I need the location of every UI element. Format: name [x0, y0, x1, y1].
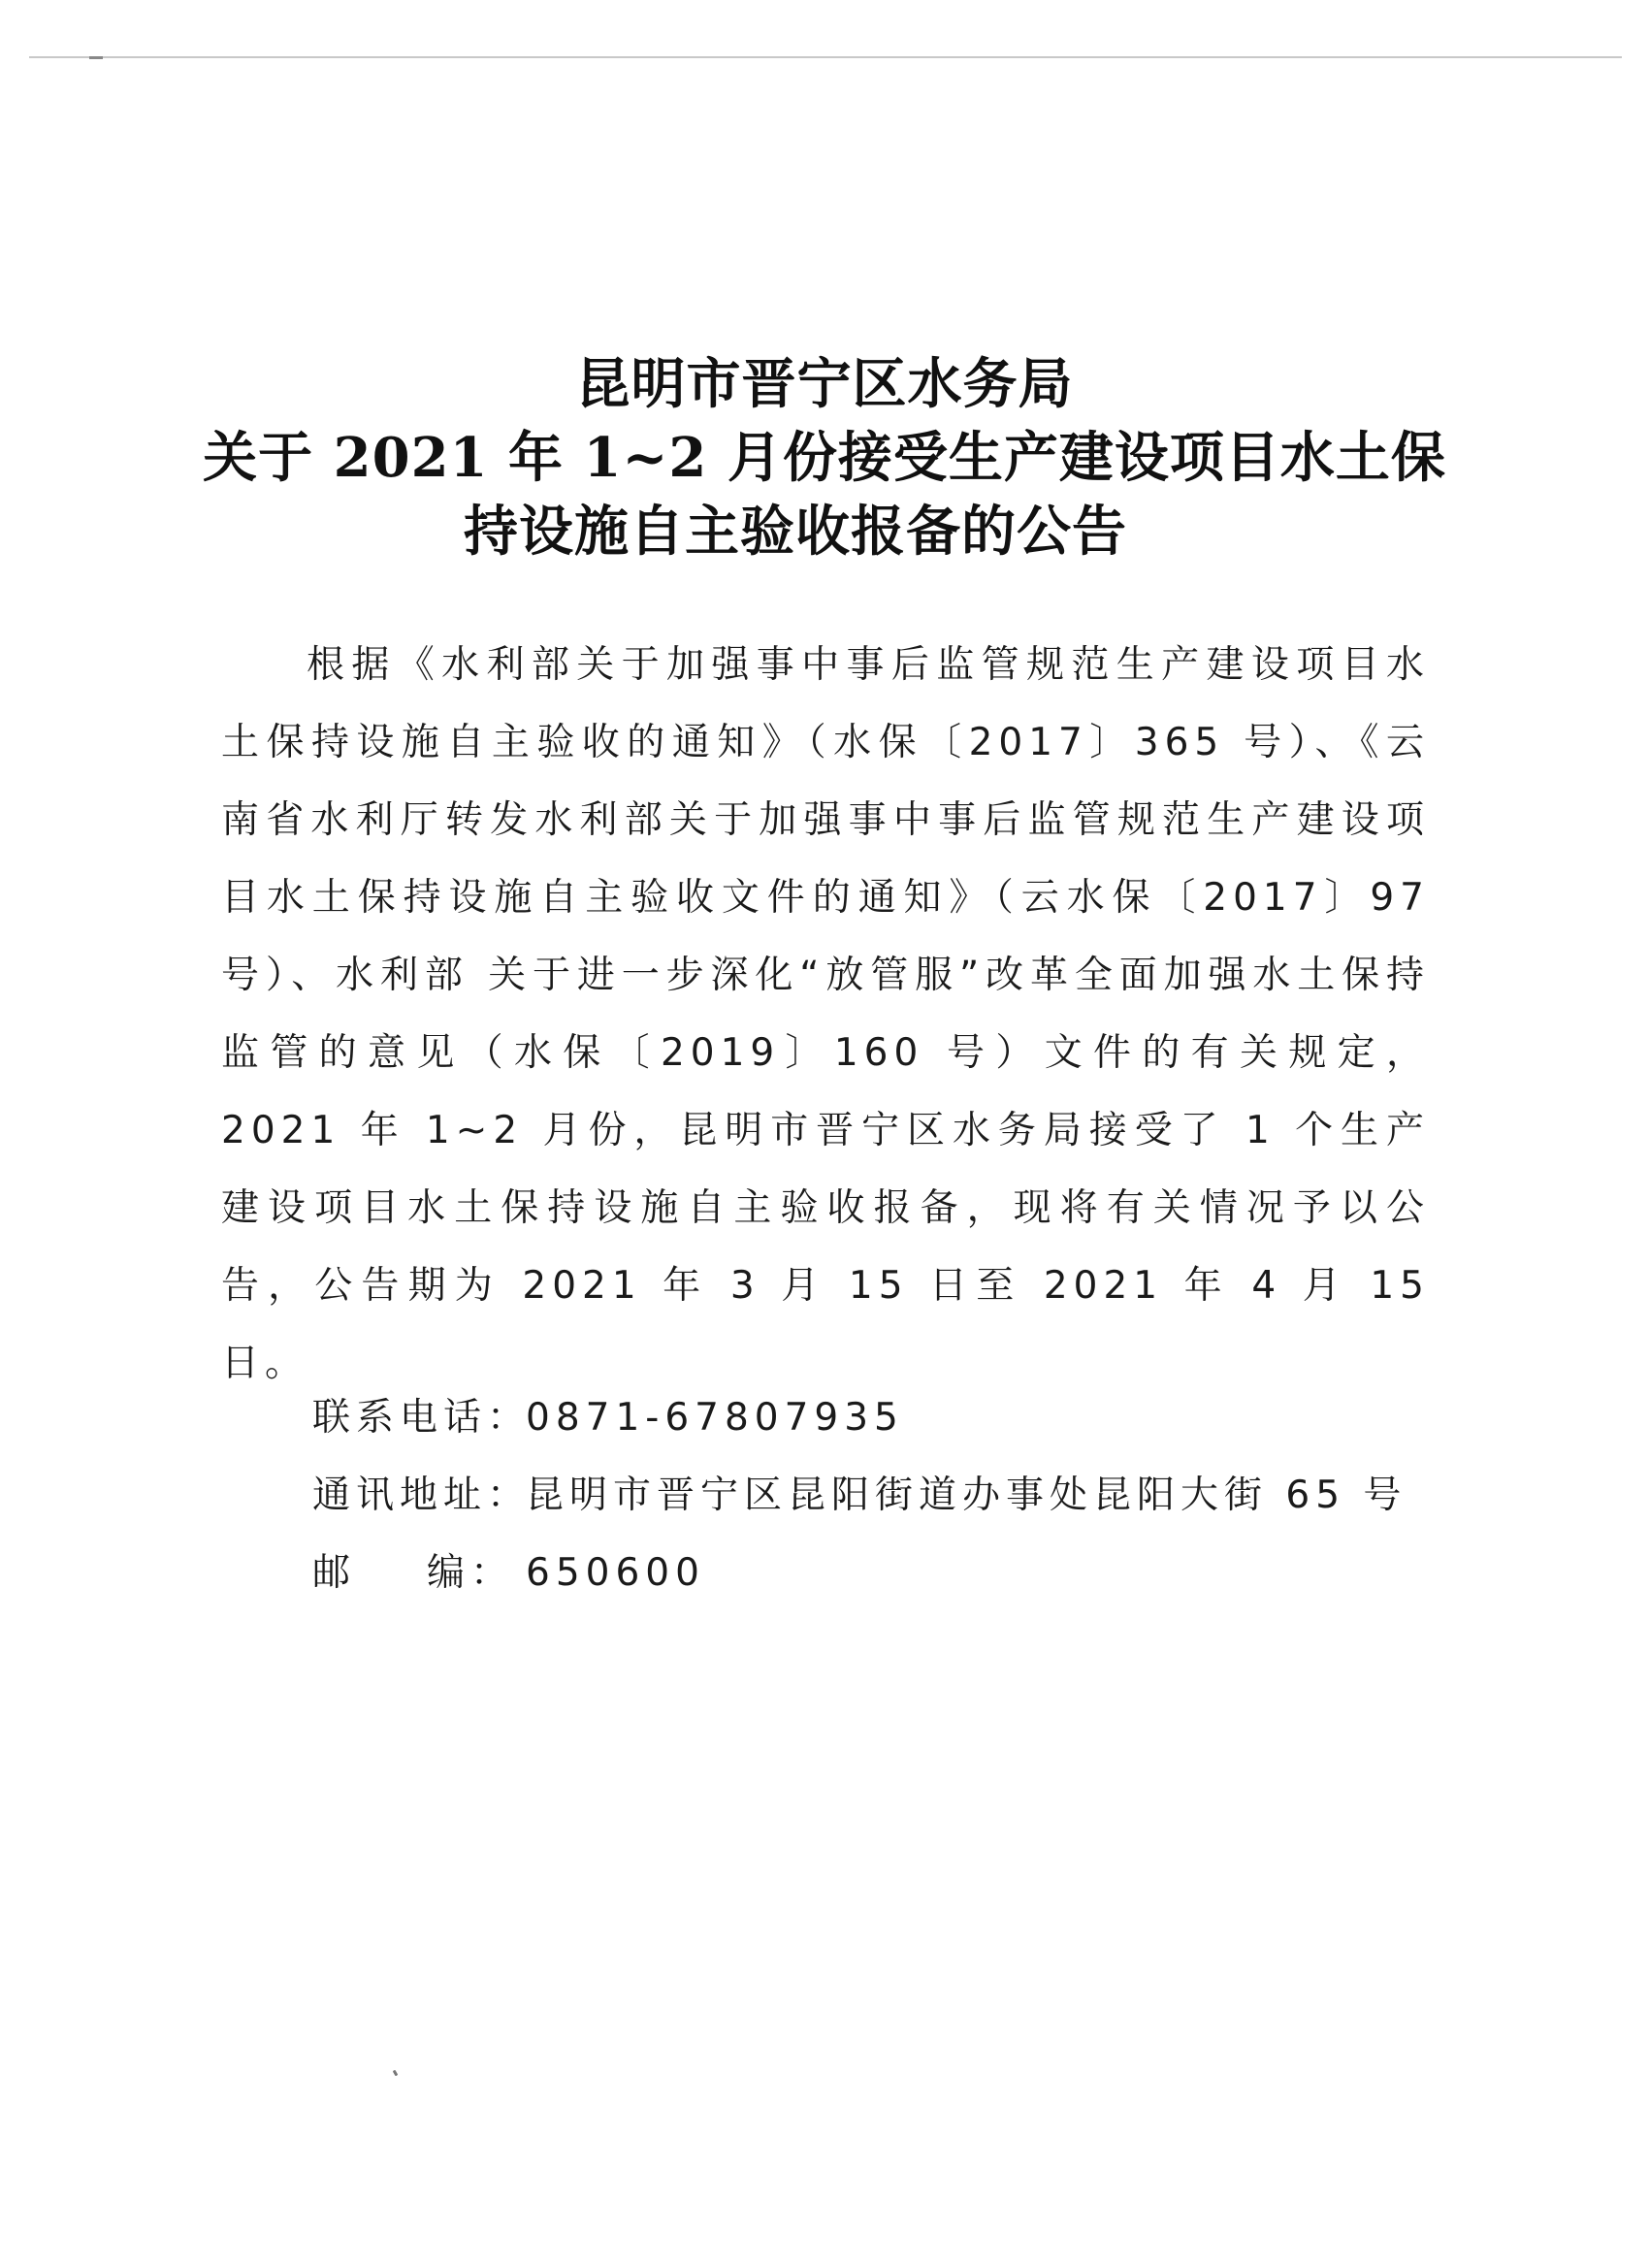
- postcode-label-part-2: 编：: [426, 1551, 514, 1595]
- address-label: 通讯地址：: [312, 1474, 532, 1517]
- contact-postcode-row: [312, 1535, 1406, 1612]
- address-value: 昆明市晋宁区昆阳街道办事处昆阳大街 65 号: [526, 1474, 1407, 1517]
- phone-value: 0871-67807935: [526, 1396, 904, 1440]
- title-issuer: 昆明市晋宁区水务局: [575, 352, 1074, 416]
- title-subject-line-2: 持设施自主验收报备的公告: [464, 500, 1127, 564]
- scan-mark: [89, 56, 103, 59]
- scan-speck: [393, 2070, 399, 2077]
- document-title: [0, 347, 1649, 568]
- top-scan-border: [29, 56, 1622, 58]
- contact-info: [312, 1379, 1406, 1612]
- contact-phone-row: [312, 1379, 1406, 1457]
- postcode-label: [312, 1535, 514, 1612]
- notice-paragraph: 根据《水利部关于加强事中事后监管规范生产建设项目水土保持设施自主验收的通知》（水保〔2017〕365 号）、《云南省水利厅转发水利部关于加强事中事后监管规范生产建设项目水土保持设施自主验收文件的通知》（云水保〔2017〕97 号）、水利部 关于进一步深化“放管服”改革全面加强水土保持监管的意见（水保〔2019〕160 号）文件的有关规定，2021 年 1~2 月份，昆明市晋宁区水务局接受了 1 个生产建设项目水土保持设施自主验收报备，现将有关情况予以公告，公告期为 2021 年 3 月 15 日至 2021 年 4 月 15 日。: [221, 643, 1430, 1385]
- notice-body: [221, 627, 1430, 1403]
- postcode-value: 650600: [526, 1551, 705, 1595]
- contact-address-row: [312, 1457, 1406, 1535]
- phone-label: 联系电话：: [312, 1396, 532, 1440]
- title-subject-line-1: 关于 2021 年 1~2 月份接受生产建设项目水土保: [203, 426, 1446, 490]
- postcode-label-part-1: 邮: [312, 1551, 357, 1595]
